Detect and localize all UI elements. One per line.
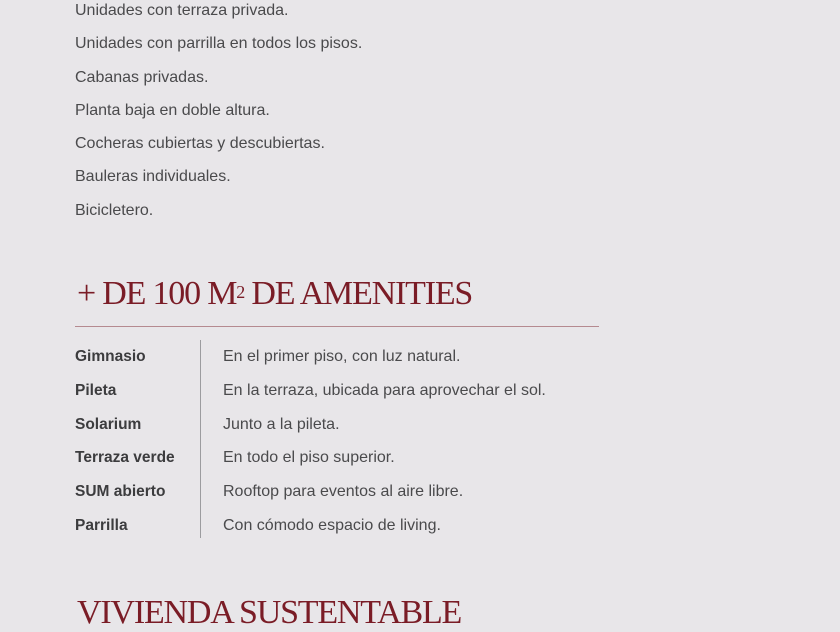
amenity-description: En la terraza, ubicada para aprovechar el sol. [223,381,546,399]
sustainable-heading: VIVIENDA SUSTENTABLE [77,594,462,631]
amenities-heading [77,275,472,313]
features-list [75,0,362,227]
amenity-name: Pileta [75,381,117,399]
amenity-name: SUM abierto [75,483,166,501]
amenity-name: Terraza verde [75,449,175,467]
amenities-heading-prefix: + DE 100 M [77,275,237,312]
amenity-name: Parrilla [75,516,128,534]
feature-item: Cocheras cubiertas y descubiertas. [75,135,325,153]
feature-item: Unidades con parrilla en todos los pisos. [75,35,363,53]
amenity-description: Con cómodo espacio de living. [223,516,441,534]
amenities-heading-suffix: DE AMENITIES [244,275,473,312]
amenity-name: Solarium [75,415,142,433]
heading-divider [75,326,599,327]
feature-item: Cabanas privadas. [75,68,209,86]
table-column-divider [200,340,201,538]
feature-item: Unidades con terraza privada. [75,2,289,19]
feature-item: Bicicletero. [75,201,154,219]
feature-item: Planta baja en doble altura. [75,101,270,119]
amenity-name: Gimnasio [75,348,146,365]
amenity-description: En todo el piso superior. [223,449,395,467]
feature-item: Bauleras individuales. [75,168,231,186]
amenity-description: Junto a la pileta. [223,415,340,433]
amenity-description: Rooftop para eventos al aire libre. [223,483,464,501]
amenity-description: En el primer piso, con luz natural. [223,348,461,365]
amenities-heading-superscript: 2 [236,282,245,302]
